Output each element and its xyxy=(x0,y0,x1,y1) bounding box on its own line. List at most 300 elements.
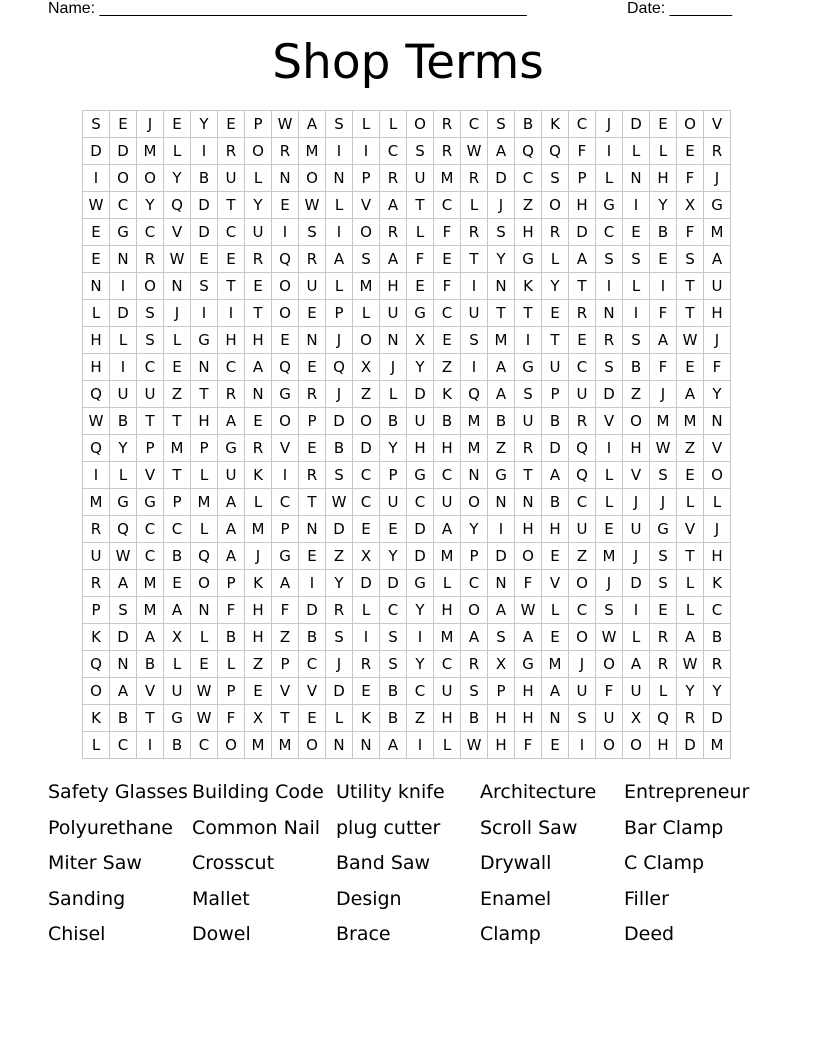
grid-cell[interactable]: R xyxy=(83,570,110,597)
grid-cell[interactable]: T xyxy=(137,408,164,435)
grid-cell[interactable]: V xyxy=(704,435,731,462)
grid-cell[interactable]: L xyxy=(164,327,191,354)
grid-cell[interactable]: U xyxy=(623,678,650,705)
grid-cell[interactable]: M xyxy=(596,543,623,570)
grid-cell[interactable]: N xyxy=(164,273,191,300)
grid-cell[interactable]: A xyxy=(434,516,461,543)
grid-cell[interactable]: E xyxy=(299,705,326,732)
grid-cell[interactable]: O xyxy=(623,732,650,759)
grid-cell[interactable]: B xyxy=(137,651,164,678)
grid-cell[interactable]: M xyxy=(542,651,569,678)
grid-cell[interactable]: I xyxy=(488,516,515,543)
grid-cell[interactable]: Y xyxy=(137,192,164,219)
grid-cell[interactable]: O xyxy=(677,111,704,138)
grid-cell[interactable]: E xyxy=(623,219,650,246)
grid-cell[interactable]: J xyxy=(137,111,164,138)
grid-cell[interactable]: Y xyxy=(191,111,218,138)
grid-cell[interactable]: T xyxy=(164,462,191,489)
grid-cell[interactable]: X xyxy=(353,354,380,381)
grid-cell[interactable]: S xyxy=(299,219,326,246)
grid-cell[interactable]: D xyxy=(326,678,353,705)
grid-cell[interactable]: N xyxy=(326,732,353,759)
grid-cell[interactable]: E xyxy=(272,192,299,219)
grid-cell[interactable]: M xyxy=(434,624,461,651)
grid-cell[interactable]: M xyxy=(164,435,191,462)
grid-cell[interactable]: P xyxy=(245,111,272,138)
grid-cell[interactable]: V xyxy=(596,408,623,435)
grid-cell[interactable]: F xyxy=(596,678,623,705)
grid-cell[interactable]: L xyxy=(218,651,245,678)
grid-cell[interactable]: M xyxy=(137,597,164,624)
grid-cell[interactable]: F xyxy=(704,354,731,381)
grid-cell[interactable]: I xyxy=(650,273,677,300)
grid-cell[interactable]: D xyxy=(110,624,137,651)
grid-cell[interactable]: C xyxy=(596,219,623,246)
grid-cell[interactable]: R xyxy=(299,381,326,408)
grid-cell[interactable]: S xyxy=(326,462,353,489)
grid-cell[interactable]: G xyxy=(515,354,542,381)
grid-cell[interactable]: J xyxy=(650,489,677,516)
grid-cell[interactable]: L xyxy=(596,489,623,516)
grid-cell[interactable]: E xyxy=(677,462,704,489)
grid-cell[interactable]: U xyxy=(407,165,434,192)
grid-cell[interactable]: K xyxy=(515,273,542,300)
grid-cell[interactable]: J xyxy=(623,489,650,516)
grid-cell[interactable]: P xyxy=(326,300,353,327)
grid-cell[interactable]: J xyxy=(704,165,731,192)
grid-cell[interactable]: H xyxy=(488,732,515,759)
grid-cell[interactable]: E xyxy=(353,516,380,543)
grid-cell[interactable]: F xyxy=(569,138,596,165)
grid-cell[interactable]: S xyxy=(596,354,623,381)
grid-cell[interactable]: P xyxy=(488,678,515,705)
grid-cell[interactable]: R xyxy=(380,165,407,192)
grid-cell[interactable]: O xyxy=(569,570,596,597)
grid-cell[interactable]: C xyxy=(137,543,164,570)
grid-cell[interactable]: O xyxy=(353,219,380,246)
grid-cell[interactable]: V xyxy=(677,516,704,543)
grid-cell[interactable]: S xyxy=(488,624,515,651)
grid-cell[interactable]: I xyxy=(299,570,326,597)
grid-cell[interactable]: G xyxy=(272,381,299,408)
grid-cell[interactable]: A xyxy=(488,138,515,165)
grid-cell[interactable]: E xyxy=(164,111,191,138)
grid-cell[interactable]: V xyxy=(137,462,164,489)
grid-cell[interactable]: G xyxy=(515,651,542,678)
grid-cell[interactable]: L xyxy=(623,273,650,300)
grid-cell[interactable]: I xyxy=(326,138,353,165)
grid-cell[interactable]: V xyxy=(623,462,650,489)
grid-cell[interactable]: M xyxy=(434,543,461,570)
grid-cell[interactable]: M xyxy=(299,138,326,165)
grid-cell[interactable]: Z xyxy=(326,543,353,570)
grid-cell[interactable]: D xyxy=(110,138,137,165)
grid-cell[interactable]: F xyxy=(677,219,704,246)
grid-cell[interactable]: A xyxy=(488,597,515,624)
grid-cell[interactable]: Z xyxy=(434,354,461,381)
grid-cell[interactable]: N xyxy=(245,381,272,408)
grid-cell[interactable]: S xyxy=(542,165,569,192)
grid-cell[interactable]: R xyxy=(650,624,677,651)
grid-cell[interactable]: Q xyxy=(83,381,110,408)
grid-cell[interactable]: G xyxy=(488,462,515,489)
grid-cell[interactable]: Y xyxy=(407,597,434,624)
grid-cell[interactable]: R xyxy=(461,651,488,678)
grid-cell[interactable]: G xyxy=(515,246,542,273)
grid-cell[interactable]: O xyxy=(272,408,299,435)
grid-cell[interactable]: K xyxy=(704,570,731,597)
grid-cell[interactable]: R xyxy=(434,111,461,138)
grid-cell[interactable]: O xyxy=(245,138,272,165)
grid-cell[interactable]: N xyxy=(596,300,623,327)
grid-cell[interactable]: H xyxy=(245,597,272,624)
grid-cell[interactable]: S xyxy=(191,273,218,300)
grid-cell[interactable]: L xyxy=(677,570,704,597)
grid-cell[interactable]: E xyxy=(650,597,677,624)
grid-cell[interactable]: P xyxy=(137,435,164,462)
grid-cell[interactable]: O xyxy=(461,489,488,516)
grid-cell[interactable]: W xyxy=(272,111,299,138)
grid-cell[interactable]: J xyxy=(704,516,731,543)
grid-cell[interactable]: Y xyxy=(407,354,434,381)
grid-cell[interactable]: V xyxy=(272,435,299,462)
grid-cell[interactable]: L xyxy=(245,489,272,516)
grid-cell[interactable]: Y xyxy=(677,678,704,705)
grid-cell[interactable]: A xyxy=(218,489,245,516)
grid-cell[interactable]: C xyxy=(407,489,434,516)
grid-cell[interactable]: J xyxy=(704,327,731,354)
grid-cell[interactable]: O xyxy=(596,732,623,759)
grid-cell[interactable]: J xyxy=(326,651,353,678)
grid-cell[interactable]: R xyxy=(704,138,731,165)
grid-cell[interactable]: R xyxy=(218,381,245,408)
grid-cell[interactable]: A xyxy=(380,246,407,273)
grid-cell[interactable]: L xyxy=(704,489,731,516)
grid-cell[interactable]: E xyxy=(245,273,272,300)
grid-cell[interactable]: L xyxy=(191,624,218,651)
grid-cell[interactable]: J xyxy=(380,354,407,381)
grid-cell[interactable]: D xyxy=(488,165,515,192)
grid-cell[interactable]: P xyxy=(83,597,110,624)
grid-cell[interactable]: D xyxy=(488,543,515,570)
grid-cell[interactable]: A xyxy=(218,516,245,543)
grid-cell[interactable]: I xyxy=(353,138,380,165)
grid-cell[interactable]: O xyxy=(110,165,137,192)
grid-cell[interactable]: D xyxy=(623,570,650,597)
grid-cell[interactable]: I xyxy=(83,462,110,489)
grid-cell[interactable]: R xyxy=(596,327,623,354)
grid-cell[interactable]: B xyxy=(326,435,353,462)
grid-cell[interactable]: Z xyxy=(245,651,272,678)
grid-cell[interactable]: C xyxy=(110,192,137,219)
grid-cell[interactable]: S xyxy=(569,705,596,732)
grid-cell[interactable]: C xyxy=(164,516,191,543)
grid-cell[interactable]: R xyxy=(245,435,272,462)
grid-cell[interactable]: L xyxy=(353,111,380,138)
grid-cell[interactable]: L xyxy=(677,597,704,624)
grid-cell[interactable]: F xyxy=(677,165,704,192)
grid-cell[interactable]: C xyxy=(272,489,299,516)
grid-cell[interactable]: O xyxy=(569,624,596,651)
grid-cell[interactable]: H xyxy=(704,300,731,327)
grid-cell[interactable]: G xyxy=(218,435,245,462)
grid-cell[interactable]: D xyxy=(569,219,596,246)
grid-cell[interactable]: A xyxy=(245,354,272,381)
grid-cell[interactable]: E xyxy=(272,327,299,354)
grid-cell[interactable]: U xyxy=(299,273,326,300)
grid-cell[interactable]: R xyxy=(461,219,488,246)
grid-cell[interactable]: P xyxy=(380,462,407,489)
grid-cell[interactable]: E xyxy=(407,273,434,300)
grid-cell[interactable]: A xyxy=(650,327,677,354)
grid-cell[interactable]: L xyxy=(677,489,704,516)
grid-cell[interactable]: H xyxy=(191,408,218,435)
grid-cell[interactable]: N xyxy=(191,354,218,381)
grid-cell[interactable]: N xyxy=(299,327,326,354)
grid-cell[interactable]: E xyxy=(542,732,569,759)
grid-cell[interactable]: G xyxy=(110,489,137,516)
grid-cell[interactable]: E xyxy=(434,327,461,354)
grid-cell[interactable]: J xyxy=(245,543,272,570)
grid-cell[interactable]: H xyxy=(380,273,407,300)
grid-cell[interactable]: Y xyxy=(380,543,407,570)
grid-cell[interactable]: R xyxy=(299,462,326,489)
grid-cell[interactable]: D xyxy=(353,435,380,462)
grid-cell[interactable]: K xyxy=(83,705,110,732)
grid-cell[interactable]: S xyxy=(596,597,623,624)
grid-cell[interactable]: K xyxy=(245,570,272,597)
grid-cell[interactable]: W xyxy=(650,435,677,462)
grid-cell[interactable]: Z xyxy=(677,435,704,462)
grid-cell[interactable]: N xyxy=(110,651,137,678)
grid-cell[interactable]: Q xyxy=(569,462,596,489)
grid-cell[interactable]: D xyxy=(407,543,434,570)
grid-cell[interactable]: G xyxy=(110,219,137,246)
grid-cell[interactable]: T xyxy=(299,489,326,516)
grid-cell[interactable]: R xyxy=(461,165,488,192)
grid-cell[interactable]: H xyxy=(488,705,515,732)
grid-cell[interactable]: R xyxy=(83,516,110,543)
grid-cell[interactable]: U xyxy=(461,300,488,327)
grid-cell[interactable]: R xyxy=(677,705,704,732)
grid-cell[interactable]: C xyxy=(461,570,488,597)
grid-cell[interactable]: E xyxy=(191,651,218,678)
grid-cell[interactable]: U xyxy=(218,462,245,489)
grid-cell[interactable]: W xyxy=(326,489,353,516)
grid-cell[interactable]: Z xyxy=(164,381,191,408)
grid-cell[interactable]: W xyxy=(596,624,623,651)
grid-cell[interactable]: C xyxy=(434,192,461,219)
grid-cell[interactable]: I xyxy=(353,624,380,651)
grid-cell[interactable]: U xyxy=(569,678,596,705)
grid-cell[interactable]: L xyxy=(596,165,623,192)
grid-cell[interactable]: M xyxy=(488,327,515,354)
grid-cell[interactable]: S xyxy=(650,462,677,489)
grid-cell[interactable]: U xyxy=(596,705,623,732)
grid-cell[interactable]: F xyxy=(650,300,677,327)
grid-cell[interactable]: N xyxy=(110,246,137,273)
grid-cell[interactable]: Q xyxy=(650,705,677,732)
grid-cell[interactable]: Y xyxy=(326,570,353,597)
grid-cell[interactable]: B xyxy=(488,408,515,435)
grid-cell[interactable]: Y xyxy=(704,678,731,705)
grid-cell[interactable]: C xyxy=(191,732,218,759)
grid-cell[interactable]: P xyxy=(569,165,596,192)
grid-cell[interactable]: I xyxy=(83,165,110,192)
grid-cell[interactable]: R xyxy=(218,138,245,165)
grid-cell[interactable]: E xyxy=(299,300,326,327)
grid-cell[interactable]: W xyxy=(191,678,218,705)
grid-cell[interactable]: C xyxy=(569,597,596,624)
name-field[interactable]: Name: ________________________________________________ xyxy=(48,0,527,17)
grid-cell[interactable]: E xyxy=(164,354,191,381)
grid-cell[interactable]: U xyxy=(380,489,407,516)
grid-cell[interactable]: W xyxy=(461,732,488,759)
grid-cell[interactable]: B xyxy=(650,219,677,246)
grid-cell[interactable]: T xyxy=(515,462,542,489)
grid-cell[interactable]: Q xyxy=(461,381,488,408)
grid-cell[interactable]: I xyxy=(218,300,245,327)
grid-cell[interactable]: E xyxy=(83,246,110,273)
grid-cell[interactable]: X xyxy=(677,192,704,219)
grid-cell[interactable]: W xyxy=(191,705,218,732)
grid-cell[interactable]: H xyxy=(515,516,542,543)
grid-cell[interactable]: J xyxy=(650,381,677,408)
grid-cell[interactable]: T xyxy=(137,705,164,732)
grid-cell[interactable]: C xyxy=(137,354,164,381)
grid-cell[interactable]: W xyxy=(83,192,110,219)
grid-cell[interactable]: L xyxy=(110,462,137,489)
grid-cell[interactable]: L xyxy=(542,597,569,624)
grid-cell[interactable]: L xyxy=(83,300,110,327)
grid-cell[interactable]: B xyxy=(164,543,191,570)
grid-cell[interactable]: K xyxy=(434,381,461,408)
grid-cell[interactable]: B xyxy=(380,408,407,435)
grid-cell[interactable]: G xyxy=(191,327,218,354)
grid-cell[interactable]: T xyxy=(677,300,704,327)
grid-cell[interactable]: X xyxy=(353,543,380,570)
grid-cell[interactable]: P xyxy=(299,408,326,435)
grid-cell[interactable]: M xyxy=(272,732,299,759)
grid-cell[interactable]: E xyxy=(596,516,623,543)
grid-cell[interactable]: I xyxy=(407,732,434,759)
grid-cell[interactable]: B xyxy=(164,732,191,759)
grid-cell[interactable]: K xyxy=(245,462,272,489)
grid-cell[interactable]: L xyxy=(326,192,353,219)
grid-cell[interactable]: R xyxy=(515,435,542,462)
grid-cell[interactable]: L xyxy=(353,300,380,327)
grid-cell[interactable]: C xyxy=(353,489,380,516)
grid-cell[interactable]: H xyxy=(434,435,461,462)
grid-cell[interactable]: C xyxy=(110,732,137,759)
grid-cell[interactable]: T xyxy=(542,327,569,354)
grid-cell[interactable]: I xyxy=(515,327,542,354)
grid-cell[interactable]: I xyxy=(596,435,623,462)
grid-cell[interactable]: S xyxy=(137,327,164,354)
grid-cell[interactable]: T xyxy=(677,543,704,570)
grid-cell[interactable]: V xyxy=(272,678,299,705)
grid-cell[interactable]: V xyxy=(542,570,569,597)
grid-cell[interactable]: B xyxy=(434,408,461,435)
grid-cell[interactable]: Z xyxy=(353,381,380,408)
grid-cell[interactable]: G xyxy=(650,516,677,543)
grid-cell[interactable]: D xyxy=(704,705,731,732)
grid-cell[interactable]: U xyxy=(434,678,461,705)
grid-cell[interactable]: W xyxy=(83,408,110,435)
grid-cell[interactable]: L xyxy=(353,597,380,624)
grid-cell[interactable]: B xyxy=(542,489,569,516)
grid-cell[interactable]: G xyxy=(407,570,434,597)
grid-cell[interactable]: E xyxy=(299,435,326,462)
grid-cell[interactable]: I xyxy=(191,300,218,327)
grid-cell[interactable]: D xyxy=(326,408,353,435)
grid-cell[interactable]: E xyxy=(191,246,218,273)
grid-cell[interactable]: F xyxy=(272,597,299,624)
grid-cell[interactable]: V xyxy=(704,111,731,138)
grid-cell[interactable]: B xyxy=(542,408,569,435)
grid-cell[interactable]: D xyxy=(407,381,434,408)
grid-cell[interactable]: R xyxy=(272,138,299,165)
grid-cell[interactable]: U xyxy=(380,300,407,327)
grid-cell[interactable]: E xyxy=(110,111,137,138)
grid-cell[interactable]: L xyxy=(650,138,677,165)
grid-cell[interactable]: R xyxy=(434,138,461,165)
grid-cell[interactable]: P xyxy=(218,570,245,597)
grid-cell[interactable]: C xyxy=(704,597,731,624)
grid-cell[interactable]: Z xyxy=(623,381,650,408)
grid-cell[interactable]: B xyxy=(461,705,488,732)
grid-cell[interactable]: J xyxy=(326,327,353,354)
grid-cell[interactable]: A xyxy=(218,543,245,570)
grid-cell[interactable]: Y xyxy=(650,192,677,219)
grid-cell[interactable]: M xyxy=(461,408,488,435)
grid-cell[interactable]: E xyxy=(245,408,272,435)
grid-cell[interactable]: N xyxy=(380,327,407,354)
grid-cell[interactable]: P xyxy=(461,543,488,570)
grid-cell[interactable]: L xyxy=(434,570,461,597)
grid-cell[interactable]: L xyxy=(326,705,353,732)
grid-cell[interactable]: N xyxy=(272,165,299,192)
grid-cell[interactable]: C xyxy=(569,354,596,381)
grid-cell[interactable]: O xyxy=(299,732,326,759)
grid-cell[interactable]: K xyxy=(353,705,380,732)
grid-cell[interactable]: X xyxy=(164,624,191,651)
grid-cell[interactable]: E xyxy=(380,516,407,543)
grid-cell[interactable]: C xyxy=(569,111,596,138)
grid-cell[interactable]: Y xyxy=(245,192,272,219)
grid-cell[interactable]: K xyxy=(83,624,110,651)
grid-cell[interactable]: E xyxy=(218,246,245,273)
grid-cell[interactable]: L xyxy=(461,192,488,219)
grid-cell[interactable]: U xyxy=(434,489,461,516)
grid-cell[interactable]: A xyxy=(515,624,542,651)
grid-cell[interactable]: L xyxy=(83,732,110,759)
grid-cell[interactable]: T xyxy=(245,300,272,327)
grid-cell[interactable]: M xyxy=(191,489,218,516)
grid-cell[interactable]: Q xyxy=(272,354,299,381)
grid-cell[interactable]: T xyxy=(488,300,515,327)
grid-cell[interactable]: N xyxy=(299,516,326,543)
grid-cell[interactable]: I xyxy=(596,138,623,165)
grid-cell[interactable]: F xyxy=(650,354,677,381)
grid-cell[interactable]: E xyxy=(542,300,569,327)
grid-cell[interactable]: U xyxy=(110,381,137,408)
grid-cell[interactable]: A xyxy=(110,678,137,705)
grid-cell[interactable]: C xyxy=(353,462,380,489)
grid-cell[interactable]: H xyxy=(623,435,650,462)
grid-cell[interactable]: F xyxy=(434,273,461,300)
grid-cell[interactable]: E xyxy=(299,543,326,570)
